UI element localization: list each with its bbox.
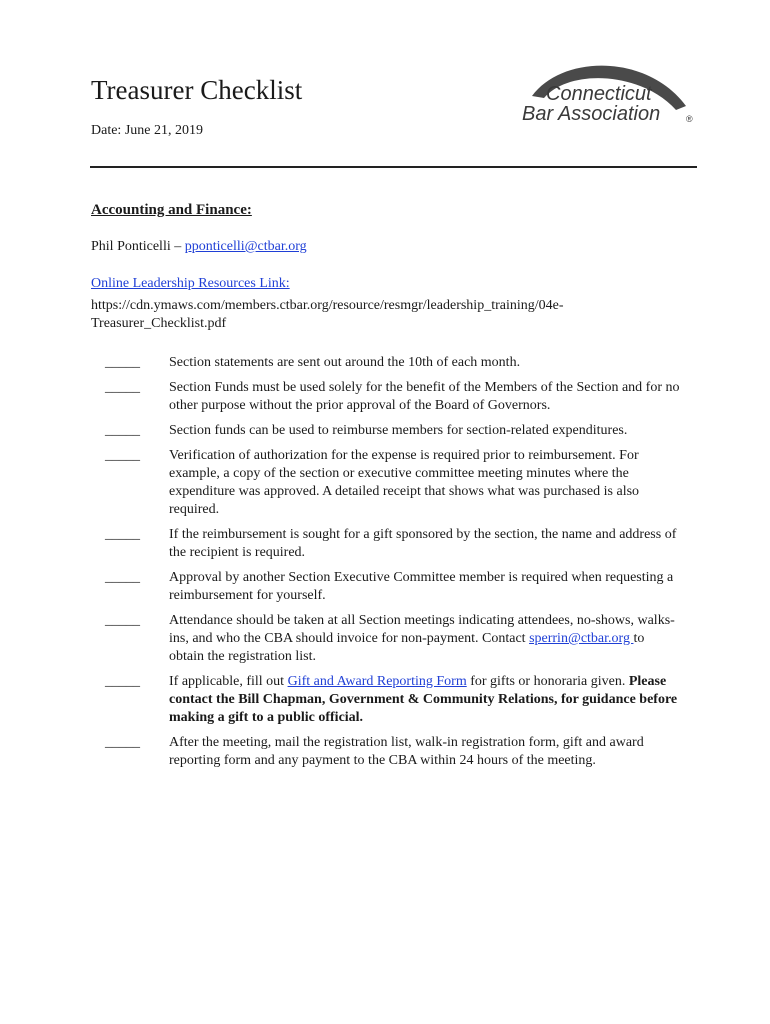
checklist-item-text: Section Funds must be used solely for the benefit of the Members of the Section and for no other purpose without the prior approval of the Board of Governors.	[169, 380, 680, 413]
page-title: Treasurer Checklist	[91, 75, 303, 105]
registration-contact-email-link[interactable]: sperrin@ctbar.org	[529, 631, 634, 646]
checkbox-blank[interactable]: _____	[105, 570, 140, 585]
item-text-tail: to obtain the registration list.	[169, 631, 645, 664]
checkbox-blank[interactable]: _____	[105, 613, 140, 628]
checklist-item-text	[169, 673, 681, 727]
item-bold-notice: Please contact the Bill Chapman, Government & Community Relations, for guidance before making a gift to a public official.	[169, 674, 678, 725]
resources-label[interactable]: Online Leadership Resources Link:	[91, 276, 290, 291]
item-text-tail: for gifts or honoraria given.	[466, 674, 629, 689]
checkbox-blank[interactable]: _____	[105, 527, 140, 542]
checkbox-blank[interactable]: _____	[105, 735, 140, 750]
logo-text-line1: Connecticut	[546, 83, 652, 105]
item-text: If applicable, fill out	[169, 674, 288, 689]
logo-text-line2: Bar Association	[522, 103, 661, 125]
logo-registered-mark: ®	[686, 114, 693, 124]
checklist-item-text: Approval by another Section Executive Committee member is required when requesting a reimbursement for yourself.	[169, 570, 674, 603]
checklist-item-text: Section funds can be used to reimburse members for section-related expenditures.	[169, 423, 628, 438]
checklist-item-text	[169, 612, 681, 666]
header-divider	[90, 166, 697, 168]
checklist-item	[91, 734, 691, 770]
gift-award-form-link[interactable]: Gift and Award Reporting Form	[287, 674, 467, 689]
connecticut-bar-association-logo	[518, 58, 698, 130]
checklist-item-text: Section statements are sent out around the 10th of each month.	[169, 355, 521, 370]
checklist	[91, 354, 691, 777]
checklist-item-text: After the meeting, mail the registration list, walk-in registration form, gift and award reporting form and any payment to the CBA within 24 hours of the meeting.	[169, 735, 644, 768]
checkbox-blank[interactable]: _____	[105, 380, 140, 395]
checkbox-blank[interactable]: _____	[105, 674, 140, 689]
contact-name: Phil Ponticelli –	[91, 239, 185, 254]
section-heading: Accounting and Finance:	[91, 202, 252, 218]
checklist-item	[91, 673, 691, 727]
resources-link[interactable]	[91, 276, 290, 292]
checklist-item	[91, 354, 691, 372]
checklist-item	[91, 447, 691, 519]
checklist-item-text: Verification of authorization for the expense is required prior to reimbursement. For example, a copy of the section or executive committee meeting minutes where the expenditure was approved. A detailed receipt that shows what was purchased is also required.	[169, 448, 640, 517]
checklist-item	[91, 379, 691, 415]
resources-url: https://cdn.ymaws.com/members.ctbar.org/resource/resmgr/leadership_training/04e-Treasurer_Checklist.pdf	[91, 298, 564, 331]
checkbox-blank[interactable]: _____	[105, 448, 140, 463]
contact-email-link[interactable]: pponticelli@ctbar.org	[184, 239, 307, 254]
checklist-item-text: If the reimbursement is sought for a gift sponsored by the section, the name and address of the recipient is required.	[169, 527, 677, 560]
checkbox-blank[interactable]: _____	[105, 355, 140, 370]
checklist-item	[91, 612, 691, 666]
checkbox-blank[interactable]: _____	[105, 423, 140, 438]
document-date: Date: June 21, 2019	[91, 123, 203, 138]
checklist-item	[91, 569, 691, 605]
checklist-item	[91, 526, 691, 562]
contact-line	[91, 239, 307, 255]
checklist-item	[91, 422, 691, 440]
item-text: Attendance should be taken at all Section meetings indicating attendees, no-shows, walks-ins, and who the CBA should invoice for non-payment. Contact	[169, 613, 675, 646]
